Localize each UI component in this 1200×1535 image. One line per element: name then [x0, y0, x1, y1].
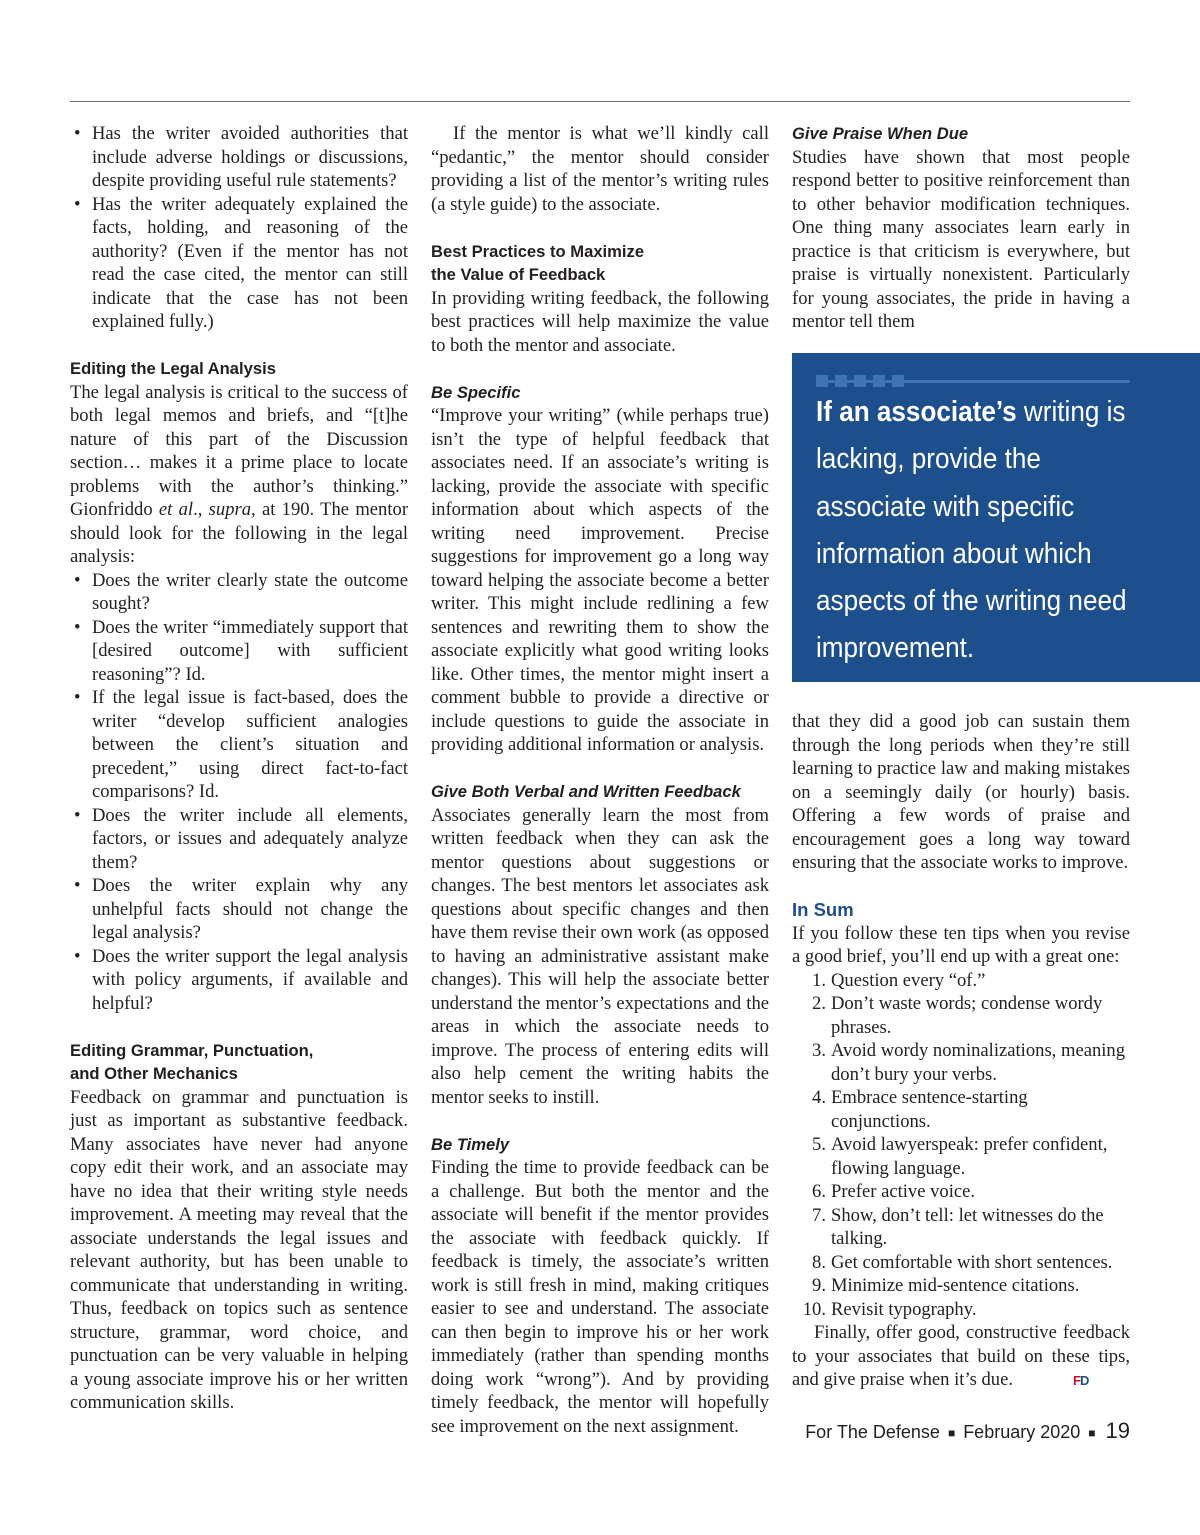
subheading-give-praise: Give Praise When Due [792, 124, 969, 143]
list-item: • Does the writer include all elements, factors, or issues and adequately analyze them? [70, 804, 408, 875]
subheading-verbal-written: Give Both Verbal and Written Feedback [431, 782, 741, 801]
tips-list [792, 969, 1130, 1322]
list-item: 9. Minimize mid-sentence citations. [812, 1275, 1080, 1296]
bullet-list-legal-analysis [70, 569, 408, 1016]
paragraph-in-sum: If you follow these ten tips when you revise a good brief, you’ll end up with a great one: [792, 922, 1130, 967]
section-heading-grammar: Editing Grammar, Punctuation, and Other Mechanics [70, 1040, 314, 1083]
list-item: • Does the writer clearly state the outcome sought? [70, 569, 408, 616]
list-item: • If the legal issue is fact-based, does the writer “develop sufficient analogies between the client’s situation and precedent,” using direct fact-to-fact comparisons? Id. [70, 686, 408, 804]
list-item: • Does the writer explain why any unhelpful facts should not change the legal analysis? [70, 874, 408, 945]
paragraph-verbal-written: Associates generally learn the most from written feedback when they can ask the mentor questions about suggestions or changes. The best mentors let associates ask questions about specific changes and then have them revise their own work (as opposed to having an administrative assistant make changes). This will help the associate better understand the mentor’s expectations and the areas in which the associate needs to improve. The process of entering edits will also help cement the writing habits the mentor seeks to instill. [431, 804, 769, 1108]
list-item: 6. Prefer active voice. [812, 1181, 976, 1202]
page-footer [805, 1418, 1130, 1444]
list-item: 10. Revisit typography. [802, 1298, 977, 1320]
section-heading-in-sum: In Sum [792, 899, 854, 920]
list-item: 5. Avoid lawyerspeak: prefer confident, flowing language. [812, 1134, 1108, 1179]
page-number: 19 [1105, 1418, 1130, 1443]
paragraph-final: Finally, offer good, constructive feedback to your associates that build on these tips, and give praise when it’s due. FD [792, 1321, 1130, 1393]
paragraph-be-specific: “Improve your writing” (while perhaps true) isn’t the type of helpful feedback that associates need. If an associate’s writing is lacking, provide the associate with specific information about which aspects of the writing need improvement. Precise suggestions for improvement go a long way toward helping the associate become a better writer. This might include redlining a few sentences and rewriting them to show the associate explicitly what good writing looks like. Other times, the mentor might insert a comment bubble to provide a directive or include questions to guide the associate in providing additional information or analysis. [431, 405, 769, 755]
list-item: 7. Show, don’t tell: let witnesses do the talking. [812, 1204, 1104, 1249]
paragraph-give-praise-1: Studies have shown that most people respond better to positive reinforcement than to other behavior modification techniques. One thing many associates learn early in practice is that criticism is everywhere, but praise is virtually nonexistent. Particularly for young associates, the pride in having a mentor tell them [792, 146, 1130, 332]
separator-icon: ■ [1088, 1426, 1096, 1441]
subheading-be-timely: Be Timely [431, 1134, 510, 1154]
pull-quote [792, 353, 1200, 682]
section-heading-best-practices: Best Practices to Maximize the Value of Feedback [431, 241, 645, 284]
bullet-list-authorities [70, 122, 408, 334]
list-item: 2. Don’t waste words; condense wordy phrases. [812, 993, 1103, 1038]
list-item: • Has the writer adequately explained the facts, holding, and reasoning of the authority? (Even if the mentor has not read the case cited, the mentor can still indicate that the case has not been explained fully.) [70, 193, 408, 334]
paragraph-grammar: Feedback on grammar and punctuation is just as important as substantive feedback. Many associates have never had anyone copy edit their work, and an associate may have no idea that their writing style needs improvement. A meeting may reveal that the associate understands the legal issues and relevant authority, but has been unable to communicate that understanding in writing. Thus, feedback on topics such as sentence structure, grammar, word choice, and punctuation can be very valuable in helping a young associate improve his or her written communication skills. [70, 1086, 408, 1413]
column-middle [431, 122, 769, 1438]
paragraph-legal-analysis: The legal analysis is critical to the success of both legal memos and briefs, and “[t]he nature of this part of the Discussion section… makes it a prime place to locate problems with the author’s thinking.” Gionfriddo et al., supra, at 190. The mentor should look for the following in the legal analysis: [70, 381, 409, 567]
list-item: • Does the writer “immediately support that [desired outcome] with sufficient reasoning”? Id. [70, 616, 408, 687]
column-right-bottom [792, 710, 1130, 1393]
separator-icon: ■ [947, 1426, 956, 1441]
list-item: 3. Avoid wordy nominalizations, meaning don’t bury your verbs. [812, 1040, 1126, 1085]
pull-quote-text: If an associate’s writing is lacking, provide the associate with specific information about which aspects of the writing need improvement. [816, 396, 1127, 665]
subheading-be-specific: Be Specific [431, 382, 521, 402]
section-heading-legal-analysis: Editing the Legal Analysis [70, 359, 276, 378]
list-item: • Has the writer avoided authorities that include adverse holdings or discussions, despite providing useful rule statements? [70, 122, 408, 193]
column-left [70, 122, 408, 1415]
publication-name: For The Defense [805, 1422, 940, 1442]
decorative-squares [816, 375, 911, 387]
issue-date: February 2020 [963, 1422, 1081, 1442]
list-item: 1. Question every “of.” [812, 969, 986, 991]
paragraph-pedantic: If the mentor is what we’ll kindly call “pedantic,” the mentor should consider providing a list of the mentor’s writing rules (a style guide) to the associate. [431, 123, 769, 215]
list-item: 8. Get comfortable with short sentences. [812, 1251, 1113, 1273]
paragraph-give-praise-2: that they did a good job can sustain them through the long periods when they’re still learning to practice law and making mistakes on a seemingly daily (or hourly) basis. Offering a few words of praise and encouragement goes a long way toward ensuring that the associate works to improve. [792, 711, 1130, 873]
list-item: 4. Embrace sentence-starting conjunctions. [812, 1087, 1028, 1132]
top-rule [70, 101, 1130, 102]
end-mark-logo: FD [1073, 1373, 1089, 1388]
paragraph-be-timely: Finding the time to provide feedback can be a challenge. But both the mentor and the associate will benefit if the mentor provides the associate with feedback quickly. If feedback is timely, the associate’s written work is still fresh in mind, making critiques easier to see and understand. The associate can then begin to improve his or her work immediately (rather than spending months doing work “wrong”). And by providing timely feedback, the mentor will hopefully see improvement on the next assignment. [431, 1157, 769, 1437]
column-right-top [792, 122, 1130, 334]
paragraph-best-practices: In providing writing feedback, the following best practices will help maximize the value to both the mentor and associate. [431, 287, 769, 356]
list-item: • Does the writer support the legal analysis with policy arguments, if available and helpful? [70, 945, 408, 1016]
